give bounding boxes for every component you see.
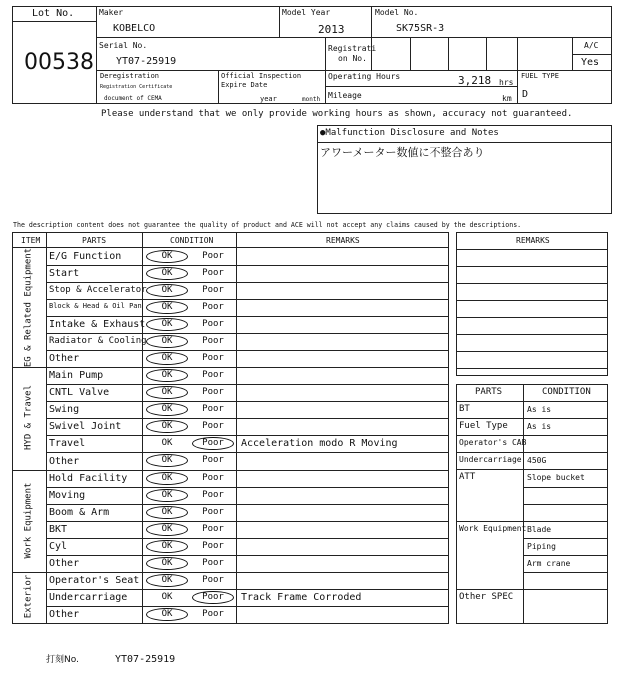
condition-poor[interactable]: Poor: [202, 608, 224, 619]
ok-selected-oval: [146, 489, 188, 502]
part-name: Block & Head & Oil Pan: [49, 302, 142, 311]
model-no-value: SK75SR-3: [396, 23, 445, 34]
ok-selected-oval: [146, 574, 188, 587]
condition-ok[interactable]: OK: [161, 557, 173, 568]
operating-hours-label: Operating Hours: [328, 72, 401, 81]
registration-label: Registrati: [328, 44, 377, 53]
maker-value: KOBELCO: [113, 23, 156, 34]
model-year-value: 2013: [318, 23, 345, 36]
condition-ok[interactable]: OK: [161, 319, 173, 330]
condition-poor[interactable]: Poor: [202, 489, 224, 500]
ok-selected-oval: [146, 540, 188, 553]
part-name: Other: [49, 608, 80, 620]
spec-col-parts: PARTS: [475, 387, 503, 397]
ac-value: Yes: [581, 57, 600, 68]
part-name: Stop & Accelerator: [49, 285, 147, 296]
serial-value: YT07-25919: [116, 56, 177, 67]
condition-poor[interactable]: Poor: [202, 574, 224, 585]
spec-part: BT: [459, 404, 470, 414]
spec-value: 450G: [527, 456, 547, 466]
spec-value: As is: [527, 422, 552, 432]
condition-ok[interactable]: OK: [161, 574, 173, 585]
ok-selected-oval: [146, 608, 188, 621]
spec-part: Work Equipment: [459, 523, 527, 533]
table-row: [46, 367, 449, 384]
spec-value: Piping: [527, 541, 556, 551]
spec-part: ATT: [459, 472, 476, 483]
spec-value: As is: [527, 405, 552, 414]
condition-ok[interactable]: OK: [161, 591, 173, 602]
part-name: Operator's Seat: [49, 574, 140, 586]
model-year-label: Model Year: [282, 8, 331, 17]
spec-part: Other SPEC: [459, 592, 514, 603]
hrs-unit: hrs: [499, 78, 514, 87]
table-row: [46, 606, 449, 623]
condition-ok[interactable]: OK: [161, 540, 173, 551]
km-unit: km: [502, 94, 512, 103]
condition-poor[interactable]: Poor: [202, 591, 224, 602]
condition-poor[interactable]: Poor: [202, 370, 224, 381]
part-name: Other: [49, 353, 80, 365]
spec-part: Fuel Type: [459, 421, 508, 432]
ok-selected-oval: [146, 523, 188, 536]
table-row: [46, 521, 449, 538]
spec-row: [456, 487, 608, 504]
condition-ok[interactable]: OK: [161, 302, 173, 313]
col-parts: PARTS: [82, 236, 107, 245]
ok-selected-oval: [146, 267, 188, 280]
col-item: ITEM: [21, 236, 41, 245]
operating-hours-value: 3,218: [458, 74, 492, 87]
malfunction-box: [317, 125, 612, 214]
month-label: month: [302, 96, 321, 103]
malfunction-title: ●Malfunction Disclosure and Notes: [320, 128, 499, 138]
condition-poor[interactable]: Poor: [202, 319, 224, 330]
part-name: Main Pump: [49, 370, 104, 382]
part-name: Other: [49, 455, 80, 467]
table-row: [46, 350, 449, 367]
table-row: [46, 452, 449, 469]
condition-poor[interactable]: Poor: [202, 387, 224, 398]
condition-ok[interactable]: OK: [161, 404, 173, 415]
inspection-label-2: Expire Date: [221, 81, 268, 89]
condition-poor[interactable]: Poor: [202, 268, 224, 279]
spec-row: [456, 572, 608, 589]
cema-document-label: document of CEMA: [104, 95, 162, 102]
spec-col-condition: CONDITION: [542, 387, 591, 397]
condition-ok[interactable]: OK: [161, 421, 173, 432]
condition-poor[interactable]: Poor: [202, 540, 224, 551]
spec-part: Operator's CAB: [459, 438, 527, 448]
condition-ok[interactable]: OK: [161, 506, 173, 517]
condition-poor[interactable]: Poor: [202, 285, 224, 296]
condition-poor[interactable]: Poor: [202, 455, 224, 466]
condition-ok[interactable]: OK: [161, 438, 173, 449]
disclaimer: The description content does not guarantee the quality of product and ACE will not accept any claims caused by the descriptions.: [13, 221, 522, 229]
condition-poor[interactable]: Poor: [202, 421, 224, 432]
footer-label: 打刻No.: [46, 655, 79, 665]
condition-poor[interactable]: Poor: [202, 523, 224, 534]
col-remarks: REMARKS: [326, 236, 360, 245]
remark-text: Acceleration modo R Moving: [241, 438, 398, 450]
malfunction-text: アワーメーター数値に不整合あり: [320, 146, 485, 159]
inspection-label: Official Inspection: [221, 72, 302, 80]
mileage-label: Mileage: [328, 91, 362, 100]
part-name: Travel: [49, 438, 86, 450]
year-label: year: [260, 95, 277, 103]
condition-ok[interactable]: OK: [161, 489, 173, 500]
part-name: Swivel Joint: [49, 421, 122, 433]
lot-label: Lot No.: [32, 8, 75, 19]
remark-text: Track Frame Corroded: [241, 591, 362, 603]
ac-label: A/C: [584, 41, 599, 50]
spec-value: Slope bucket: [527, 473, 585, 483]
part-name: Undercarriage: [49, 591, 128, 603]
condition-ok[interactable]: OK: [161, 285, 173, 296]
table-row: [46, 401, 449, 418]
right-remarks-title: REMARKS: [516, 236, 550, 245]
item-group-label: HYD & Travel: [23, 385, 34, 451]
part-name: Intake & Exhaust: [49, 319, 146, 331]
footer-value: YT07-25919: [115, 654, 176, 665]
ok-selected-oval: [146, 557, 188, 570]
part-name: Radiator & Cooling: [49, 336, 147, 347]
table-row: [46, 555, 449, 572]
item-group-label: Exterior: [23, 575, 34, 619]
table-row: [46, 538, 449, 555]
part-name: Cyl: [49, 540, 68, 552]
registration-label-2: on No.: [338, 54, 367, 63]
condition-ok[interactable]: OK: [161, 353, 173, 364]
condition-ok[interactable]: OK: [161, 472, 173, 483]
ok-selected-oval: [146, 284, 188, 297]
condition-ok[interactable]: OK: [161, 608, 173, 619]
spec-row: [456, 504, 608, 521]
model-no-label: Model No.: [375, 8, 419, 17]
ok-selected-oval: [146, 472, 188, 485]
right-remarks-box: [456, 232, 608, 376]
condition-ok[interactable]: OK: [161, 251, 173, 261]
condition-ok[interactable]: OK: [161, 268, 173, 279]
maker-label: Maker: [99, 8, 124, 17]
part-name: Hold Facility: [49, 472, 128, 484]
part-name: Swing: [49, 404, 80, 416]
spec-part: Undercarriage: [459, 455, 522, 465]
condition-ok[interactable]: OK: [161, 387, 173, 398]
condition-poor[interactable]: Poor: [202, 336, 224, 347]
ok-selected-oval: [146, 506, 188, 519]
condition-ok[interactable]: OK: [161, 455, 173, 466]
registration-certificate-label: Registration Certificate: [100, 84, 173, 90]
condition-ok[interactable]: OK: [161, 523, 173, 534]
serial-label: Serial No.: [99, 41, 148, 50]
item-group-label: EG & Related Equipment: [23, 247, 34, 367]
part-name: BKT: [49, 523, 68, 535]
condition-poor[interactable]: Poor: [202, 557, 224, 568]
fuel-type-label: FUEL TYPE: [521, 72, 559, 80]
table-row: [46, 265, 449, 282]
poor-selected-oval: [192, 591, 234, 604]
condition-ok[interactable]: OK: [161, 336, 173, 347]
ok-selected-oval: [146, 250, 188, 263]
condition-ok[interactable]: OK: [161, 370, 173, 381]
fuel-type-value: D: [522, 89, 529, 100]
condition-poor[interactable]: Poor: [202, 404, 224, 415]
condition-poor[interactable]: Poor: [202, 506, 224, 517]
table-row: [46, 487, 449, 504]
lot-number: 00538: [24, 50, 94, 75]
hours-notice: Please understand that we only provide working hours as shown, accuracy not guaranteed.: [101, 109, 573, 119]
part-name: Other: [49, 557, 80, 569]
col-condition: CONDITION: [170, 236, 214, 245]
part-name: Moving: [49, 489, 86, 501]
condition-poor[interactable]: Poor: [202, 438, 224, 449]
condition-poor[interactable]: Poor: [202, 472, 224, 483]
condition-poor[interactable]: Poor: [202, 251, 224, 261]
part-name: E/G Function: [49, 251, 122, 263]
condition-poor[interactable]: Poor: [202, 353, 224, 364]
deregistration-label: Deregistration: [100, 72, 160, 80]
spec-value: Blade: [527, 524, 552, 534]
part-name: CNTL Valve: [49, 387, 110, 399]
item-group-label: Work Equipment: [23, 482, 34, 559]
part-name: Boom & Arm: [49, 506, 110, 518]
part-name: Start: [49, 268, 80, 280]
spec-value: Arm crane: [527, 558, 571, 568]
condition-poor[interactable]: Poor: [202, 302, 224, 313]
